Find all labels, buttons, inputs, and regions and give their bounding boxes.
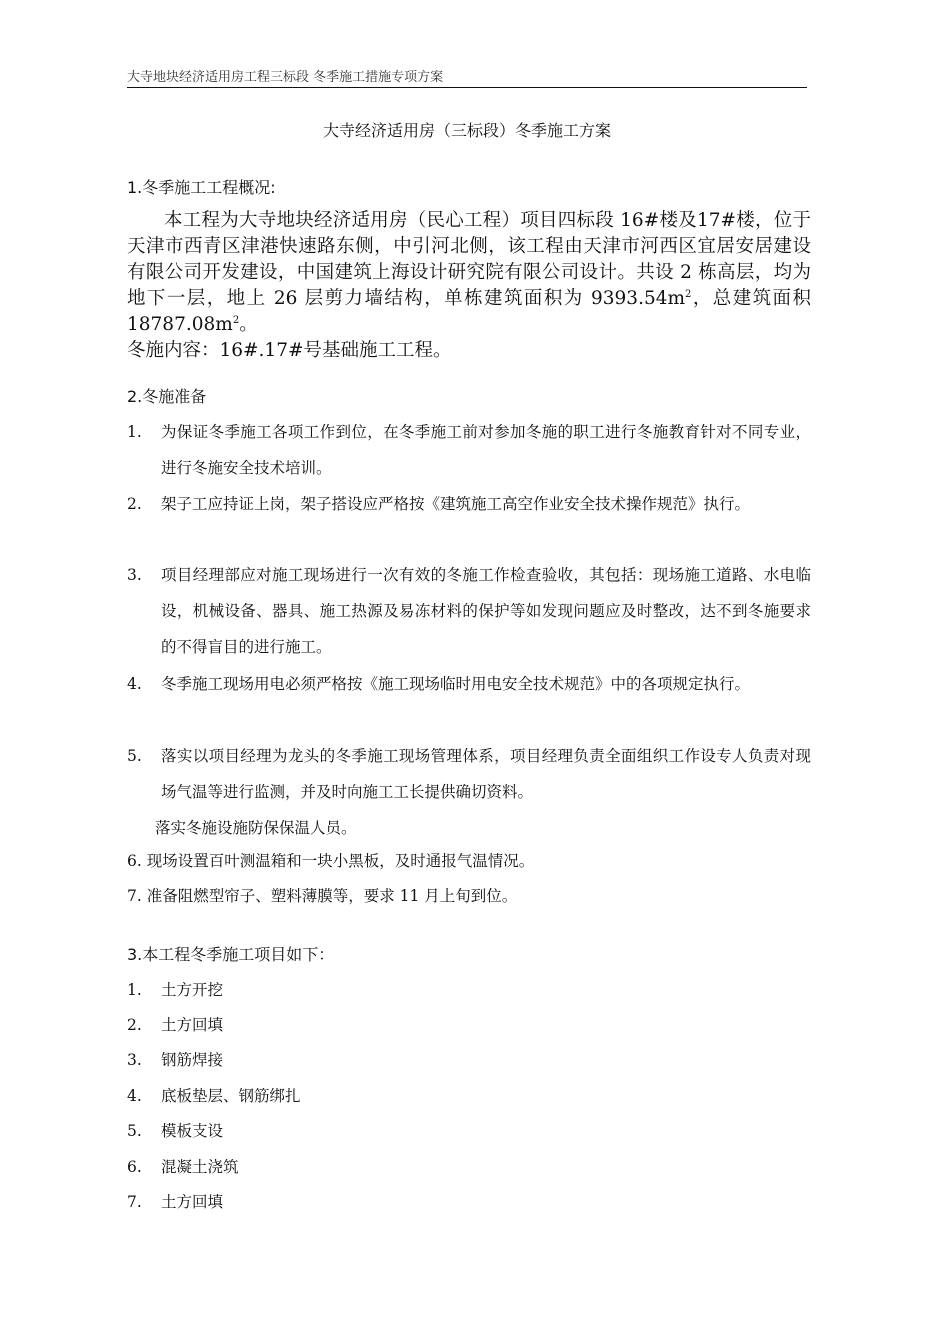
list-item-text: 底板垫层、钢筋绑扎 bbox=[161, 1087, 301, 1105]
overview-text-3: 。 bbox=[239, 314, 258, 335]
extra-line: 落实冬施设施防保保温人员。 bbox=[155, 819, 357, 837]
list-item-text: 土方回填 bbox=[161, 1016, 224, 1034]
item-6: 6. 现场设置百叶测温箱和一块小黑板，及时通报气温情况。 bbox=[127, 852, 535, 870]
list-item-text: 混凝土浇筑 bbox=[161, 1158, 239, 1176]
superscript-1: 2 bbox=[685, 288, 692, 300]
list-item bbox=[127, 414, 811, 486]
list-item bbox=[127, 1149, 811, 1185]
list-item-text: 架子工应持证上岗，架子搭设应严格按《建筑施工高空作业安全技术操作规范》执行。 bbox=[161, 495, 751, 513]
list-item bbox=[127, 1078, 811, 1114]
list-item bbox=[127, 666, 811, 702]
list-item-text: 落实以项目经理为龙头的冬季施工现场管理体系，项目经理负责全面组织工作设专人负责对现场气温等进行监测，并及时向施工工长提供确切资料。 bbox=[161, 747, 811, 801]
list-item bbox=[127, 1184, 811, 1220]
list-item-number: 2. bbox=[127, 495, 142, 513]
list-item-text: 土方开挖 bbox=[161, 981, 224, 999]
superscript-2: 2 bbox=[232, 314, 240, 326]
list-item-text: 模板支设 bbox=[161, 1122, 224, 1140]
list-item-number: 5. bbox=[127, 747, 142, 765]
section2-heading: 2.冬施准备 bbox=[127, 387, 207, 406]
list-item-number: 3. bbox=[127, 1051, 142, 1069]
list-item bbox=[127, 1042, 811, 1078]
list-item-number: 1. bbox=[127, 981, 142, 999]
item-7: 7. 准备阻燃型帘子、塑料薄膜等，要求 11 月上旬到位。 bbox=[127, 887, 518, 905]
list-item bbox=[127, 1007, 811, 1043]
overview-text-2: ，总建筑面积 18787.08m bbox=[127, 288, 811, 335]
list-item bbox=[127, 972, 811, 1008]
running-header: 大寺地块经济适用房工程三标段 冬季施工措施专项方案 bbox=[127, 66, 807, 88]
list-item bbox=[127, 557, 811, 665]
overview-text-1: 本工程为大寺地块经济适用房（民心工程）项目四标段 16#楼及17#楼，位于天津市西青区津港快速路东侧，中引河北侧，该工程由天津市河西区宜居安居建设有限公司开发建设，中国建筑上海设计研究院有限公司设计。共设 2 栋高层，均为地下一层，地上 26 层剪力墙结构，单栋建筑面积为 9393.54m bbox=[127, 210, 811, 309]
list-item-text: 冬季施工现场用电必须严格按《施工现场临时用电安全技术规范》中的各项规定执行。 bbox=[161, 675, 751, 693]
section1-heading: 1.冬季施工工程概况: bbox=[127, 178, 276, 197]
list-item-number: 5. bbox=[127, 1122, 142, 1140]
list-item-number: 2. bbox=[127, 1016, 142, 1034]
list-item-text: 钢筋焊接 bbox=[161, 1051, 224, 1069]
list-item bbox=[127, 738, 811, 810]
document-title: 大寺经济适用房（三标段）冬季施工方案 bbox=[322, 121, 611, 140]
list-item-number: 4. bbox=[127, 675, 142, 693]
list-item-text: 项目经理部应对施工现场进行一次有效的冬施工作检查验收，其包括：现场施工道路、水电临设，机械设备、器具、施工热源及易冻材料的保护等如发现问题应及时整改，达不到冬施要求的不得盲目的进行施工。 bbox=[161, 566, 811, 656]
section3-heading: 3.本工程冬季施工项目如下： bbox=[127, 945, 335, 964]
list-item-text: 土方回填 bbox=[161, 1193, 224, 1211]
list-item-number: 3. bbox=[127, 566, 142, 584]
list-item-number: 1. bbox=[127, 423, 142, 441]
list-item-text: 为保证冬季施工各项工作到位，在冬季施工前对参加冬施的职工进行冬施教育针对不同专业，进行冬施安全技术培训。 bbox=[161, 423, 811, 477]
list-item bbox=[127, 486, 811, 522]
list-item-number: 4. bbox=[127, 1087, 142, 1105]
section1-body bbox=[127, 208, 811, 364]
content-line: 冬施内容：16#.17#号基础施工工程。 bbox=[127, 340, 452, 361]
list-item-number: 6. bbox=[127, 1158, 142, 1176]
overview-paragraph bbox=[127, 208, 811, 338]
list-item-number: 7. bbox=[127, 1193, 142, 1211]
list-item bbox=[127, 1113, 811, 1149]
